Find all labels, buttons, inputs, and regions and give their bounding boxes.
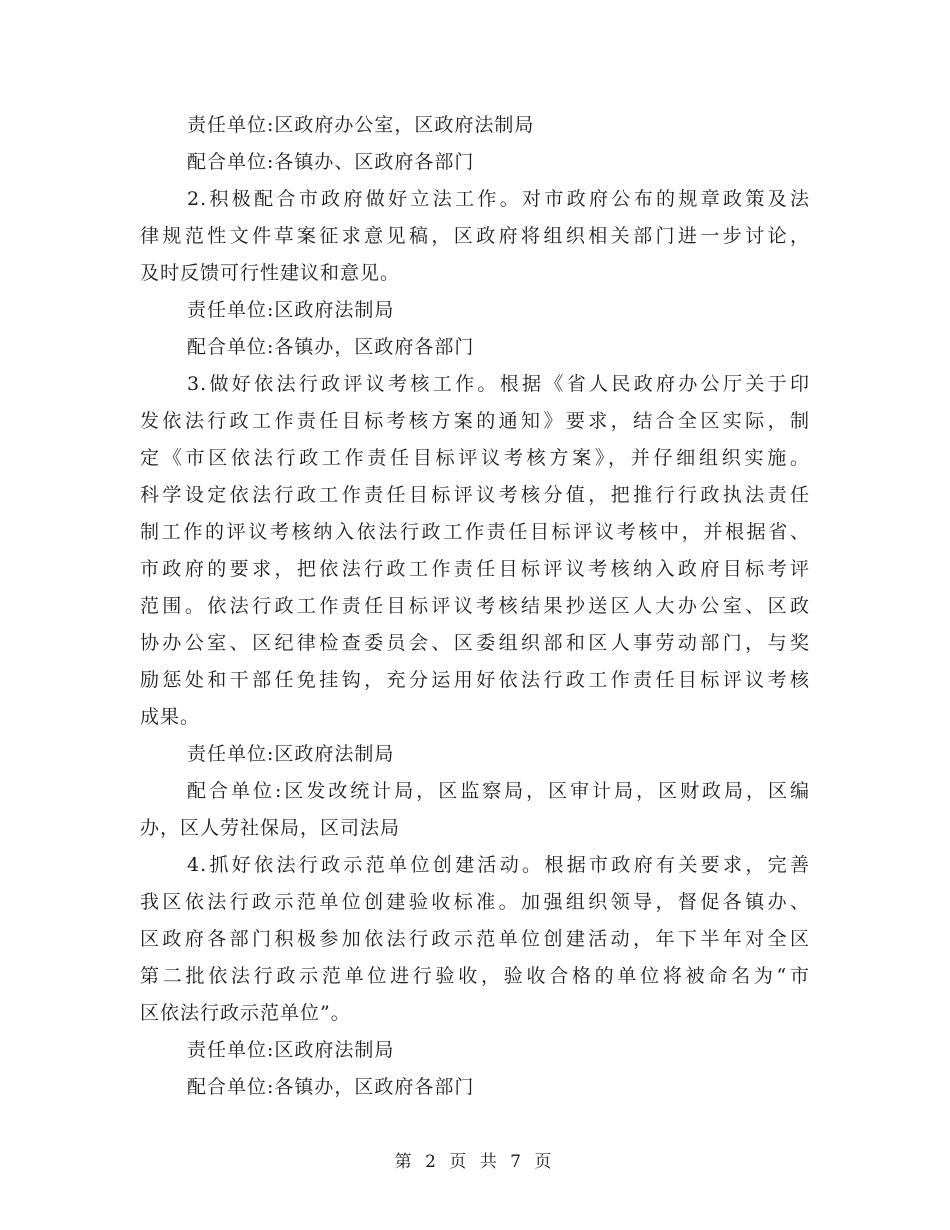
document-body <box>140 107 810 1106</box>
text-line: 2.积极配合市政府做好立法工作。对市政府公布的规章政策及法 <box>187 188 810 210</box>
text-line: 励惩处和干部任免挂钩，充分运用好依法行政工作责任目标评议考核 <box>140 669 810 691</box>
text-line: 3.做好依法行政评议考核工作。根据《省人民政府办公厅关于印 <box>187 373 810 395</box>
text-line: 办，区人劳社保局，区司法局 <box>140 817 401 839</box>
text-line: 区政府各部门积极参加依法行政示范单位创建活动，年下半年对全区 <box>140 928 810 950</box>
text-line: 定《市区依法行政工作责任目标评议考核方案》，并仔细组织实施。 <box>140 447 810 469</box>
text-line: 成果。 <box>140 706 201 728</box>
text-line: 协办公室、区纪律检查委员会、区委组织部和区人事劳动部门，与奖 <box>140 632 810 654</box>
text-line: 发依法行政工作责任目标考核方案的通知》要求，结合全区实际，制 <box>140 410 810 432</box>
text-line: 责任单位:区政府法制局 <box>187 743 395 765</box>
text-line: 范围。依法行政工作责任目标评议考核结果抄送区人大办公室、区政 <box>140 595 810 617</box>
text-line: 配合单位:各镇办，区政府各部门 <box>187 1076 475 1098</box>
text-line: 责任单位:区政府法制局 <box>187 1039 395 1061</box>
text-line: 配合单位:各镇办，区政府各部门 <box>187 336 475 358</box>
text-line: 科学设定依法行政工作责任目标评议考核分值，把推行行政执法责任 <box>140 484 810 506</box>
text-line: 责任单位:区政府法制局 <box>187 299 395 321</box>
text-line: 我区依法行政示范单位创建验收标准。加强组织领导，督促各镇办、 <box>140 891 810 913</box>
text-line: 责任单位:区政府办公室，区政府法制局 <box>187 114 535 136</box>
page-number-footer: 第 2 页 共 7 页 <box>394 1152 556 1172</box>
text-line: 区依法行政示范单位”。 <box>140 1002 351 1024</box>
text-line: 配合单位:各镇办、区政府各部门 <box>187 151 475 173</box>
text-line: 制工作的评议考核纳入依法行政工作责任目标评议考核中，并根据省、 <box>140 521 810 543</box>
text-line: 第二批依法行政示范单位进行验收，验收合格的单位将被命名为“市 <box>140 965 810 987</box>
text-line: 配合单位:区发改统计局，区监察局，区审计局，区财政局，区编 <box>187 780 810 802</box>
text-line: 及时反馈可行性建议和意见。 <box>140 262 401 284</box>
text-line: 4.抓好依法行政示范单位创建活动。根据市政府有关要求，完善 <box>187 854 810 876</box>
text-line: 律规范性文件草案征求意见稿，区政府将组织相关部门进一步讨论， <box>140 225 810 247</box>
text-line: 市政府的要求，把依法行政工作责任目标评议考核纳入政府目标考评 <box>140 558 810 580</box>
